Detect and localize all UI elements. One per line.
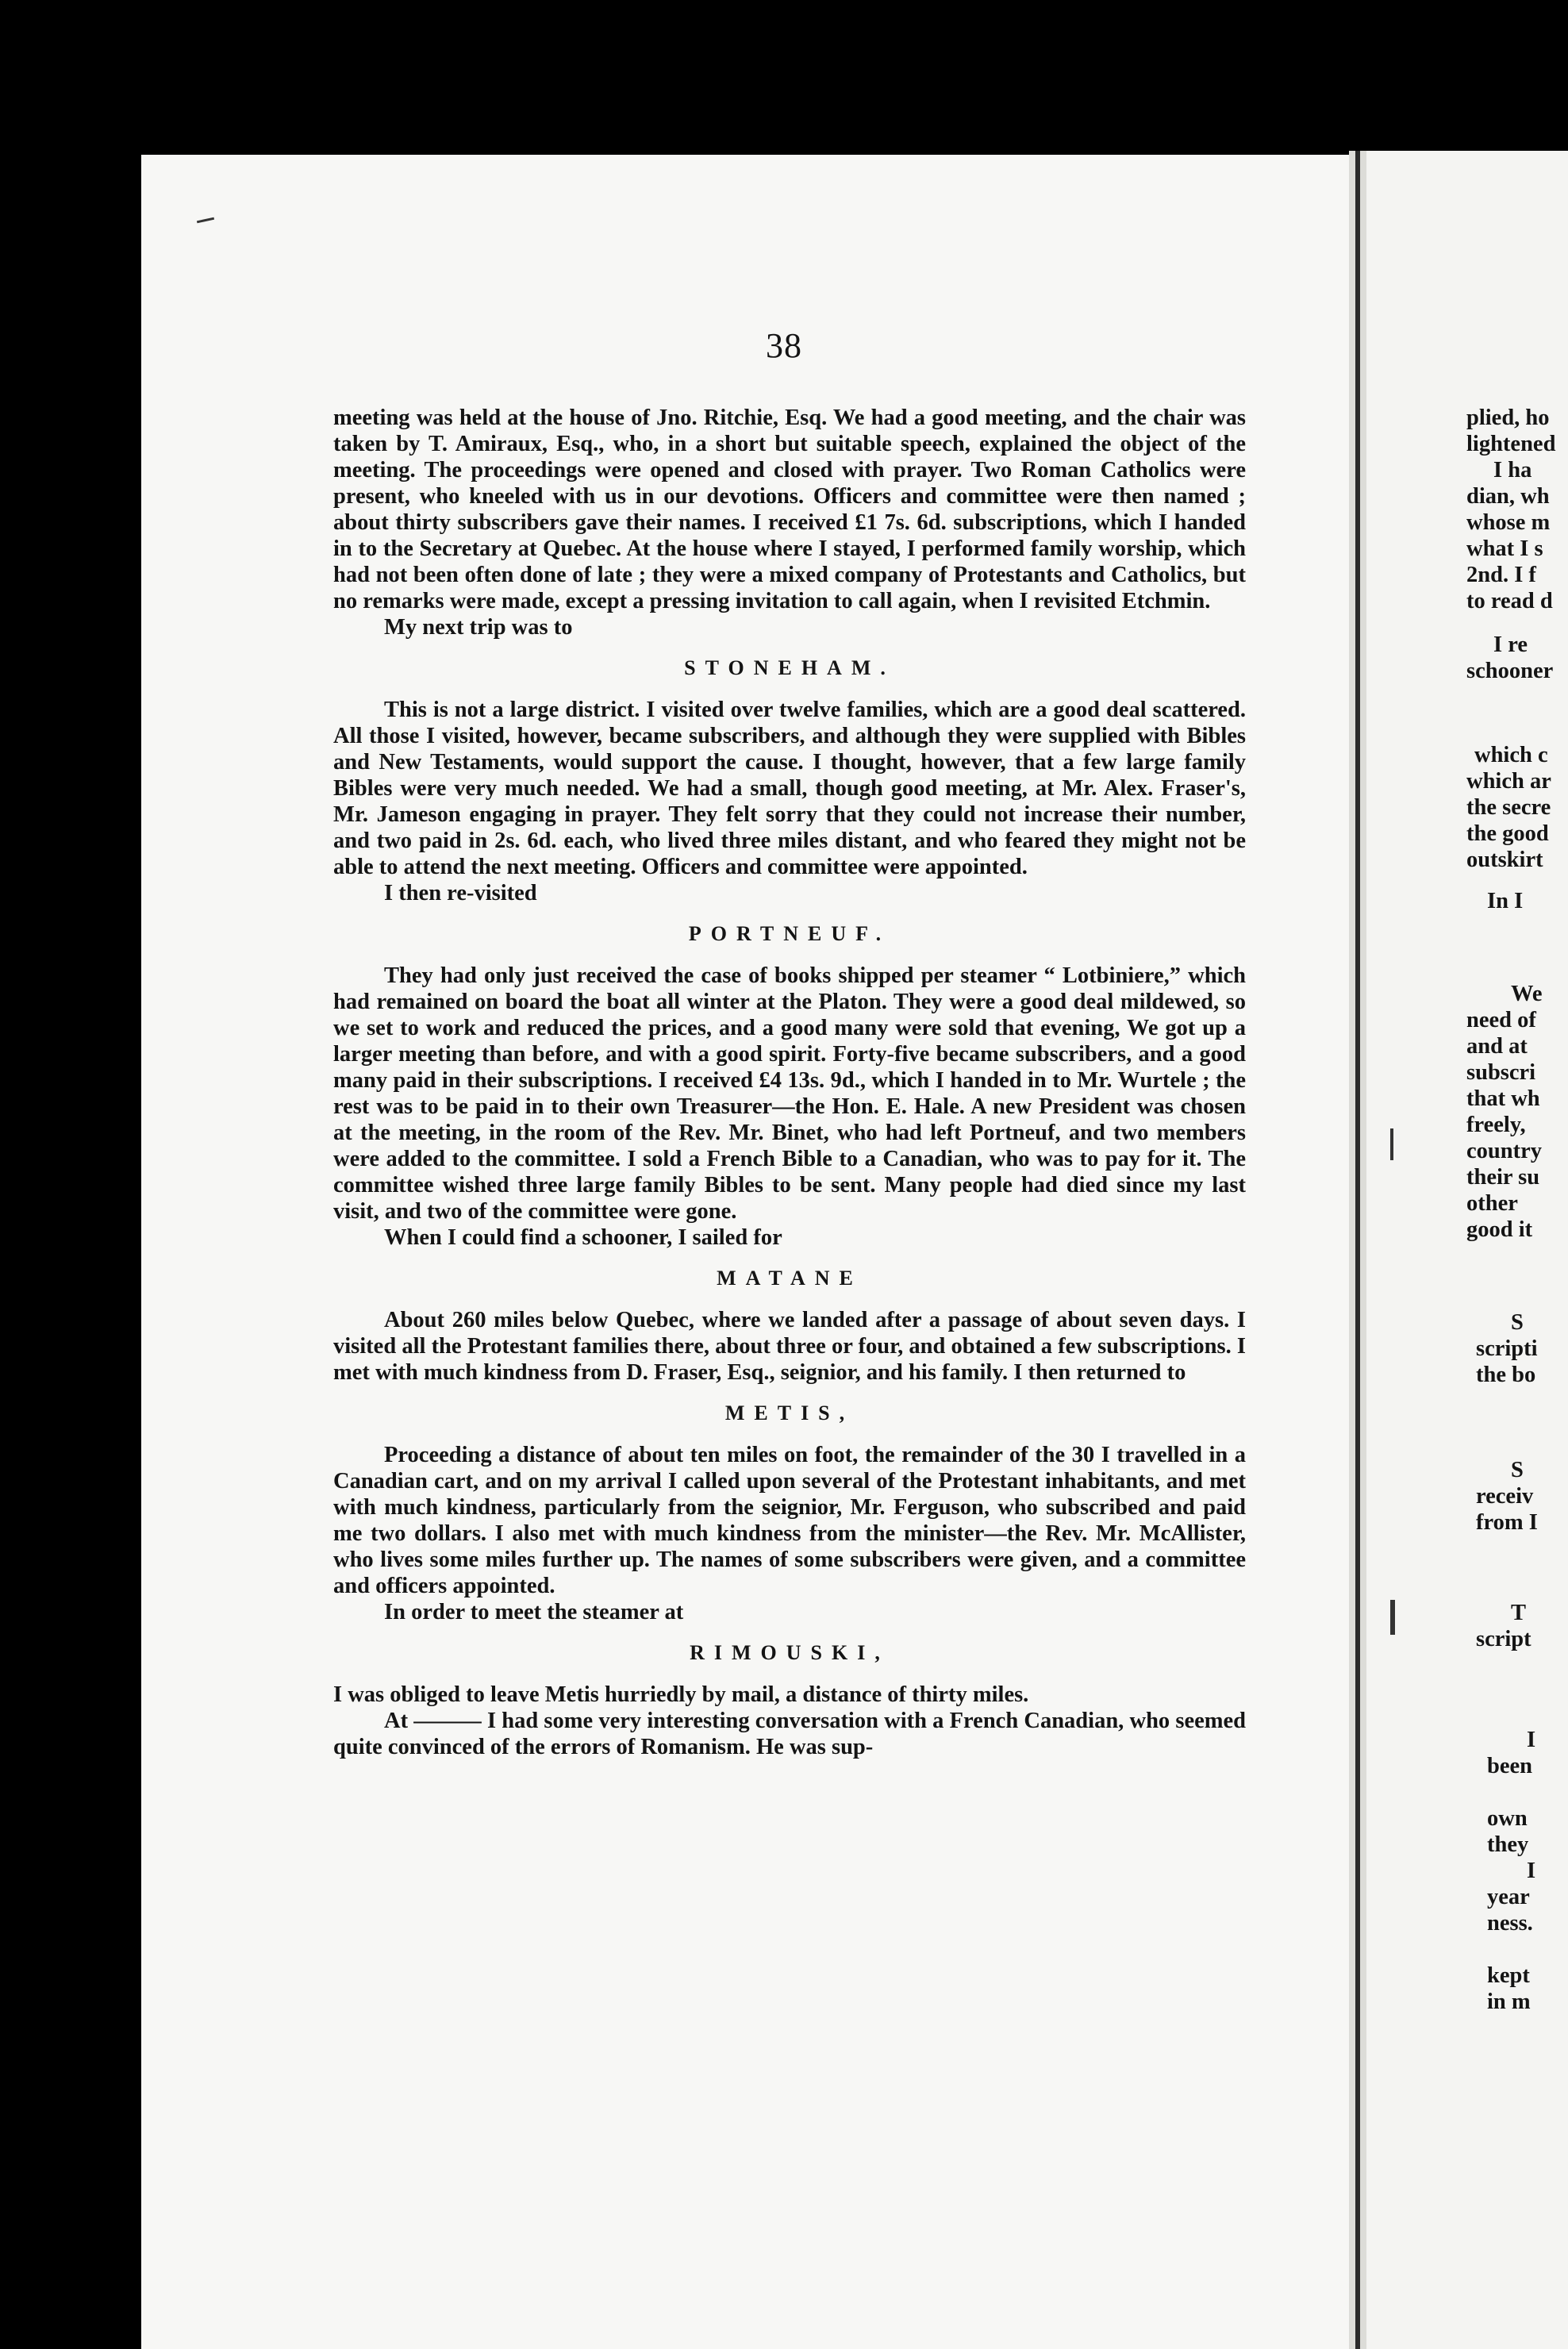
section-heading: MATANE (717, 1267, 863, 1290)
right-page-line: the secre (1466, 795, 1551, 820)
right-page-line: other (1466, 1191, 1518, 1216)
right-page-line: which c (1474, 743, 1548, 767)
paragraph: This is not a large district. I visited over twelve families, which are a good deal scattered. All those I visited, however, became subscribers, and although they were supplied with Bibles and New Testaments, would support the cause. I thought, however, that a few large family Bibles were very much needed. We had a small, though good meeting, at Mr. Alex. Fraser's, Mr. Jameson engaging in prayer. They felt sorry that they could not increase their number, and two paid in 2s. 6d. each, who lived three miles distant, and who feared they might not be able to attend the next meeting. Officers and committee were appointed. (333, 698, 1246, 879)
paragraph: At ——— I had some very interesting conversation with a French Canadian, who seemed quite convinced of the errors of Romanism. He was sup- (333, 1709, 1246, 1759)
right-page-line: S (1511, 1310, 1524, 1335)
section-heading: RIMOUSKI, (690, 1641, 890, 1664)
page-number: 38 (766, 326, 802, 365)
section-heading: METIS, (724, 1401, 855, 1424)
right-page-line: S (1511, 1458, 1524, 1482)
right-page-line: country (1466, 1139, 1542, 1163)
right-page-line: they (1487, 1832, 1529, 1857)
right-page-line: which ar (1466, 769, 1551, 794)
right-page-line: scripti (1476, 1336, 1538, 1361)
right-page-line: outskirt (1466, 848, 1543, 872)
right-page-line: good it (1466, 1217, 1533, 1242)
section-heading: PORTNEUF. (688, 922, 891, 945)
right-page-line: schooner (1466, 659, 1554, 683)
page-gutter-line (1355, 151, 1360, 2349)
right-page-line: script (1476, 1627, 1531, 1651)
right-page-line: from I (1476, 1510, 1538, 1535)
right-page-line: that wh (1466, 1086, 1540, 1111)
edge-tick (1390, 1600, 1395, 1635)
paragraph: My next trip was to (384, 615, 573, 640)
right-page-line: been (1487, 1754, 1532, 1778)
right-page-line: to read d (1466, 589, 1553, 613)
paragraph: Proceeding a distance of about ten miles on foot, the remainder of the 30 I travelled in a Canadian cart, and on my arrival I called upon several of the Protestant inhabitants, and met with much kindness, particularly from the seignior, Mr. Ferguson, who subscribed and paid me two dollars. I also met with much kindness from the minister—the Rev. Mr. McAllister, who lives some miles further up. The names of some subscribers were given, and a committee and officers appointed. (333, 1443, 1246, 1598)
right-page-line: year (1487, 1885, 1530, 1909)
right-page-line: what I s (1466, 536, 1543, 561)
paragraph: I then re-visited (384, 881, 537, 905)
right-page-line: plied, ho (1466, 406, 1550, 430)
right-page-line: T (1511, 1601, 1527, 1625)
paragraph: I was obliged to leave Metis hurriedly by mail, a distance of thirty miles. (333, 1682, 1029, 1707)
paragraph: About 260 miles below Quebec, where we landed after a passage of about seven days. I visited all the Protestant families there, about three or four, and obtained a few subscriptions. I met with much kindness from D. Fraser, Esq., seignior, and his family. I then returned to (333, 1308, 1246, 1385)
right-page-line: need of (1466, 1008, 1536, 1032)
right-page-line: the good (1466, 821, 1549, 846)
paragraph: meeting was held at the house of Jno. Ritchie, Esq. We had a good meeting, and the chair was taken by T. Amiraux, Esq., who, in a short but suitable speech, explained the object of the meeting. The proceedings were opened and closed with prayer. Two Roman Catholics were present, who kneeled with us in our devotions. Officers and committee were then named ; about thirty subscribers gave their names. I received £1 7s. 6d. subscriptions, which I handed in to the Secretary at Quebec. At the house where I stayed, I performed family worship, which had not been often done of late ; they were a mixed company of Protestants and Catholics, but no remarks were made, except a pressing invitation to call again, when I revisited Etchmin. (333, 406, 1246, 613)
right-page-line: receiv (1476, 1484, 1534, 1509)
right-page-line: the bo (1476, 1363, 1536, 1387)
right-page-line: In I (1487, 889, 1524, 913)
right-page-line: in m (1487, 1990, 1531, 2014)
edge-tick (1390, 1128, 1393, 1160)
body-text (333, 405, 1246, 1760)
right-page-line: dian, wh (1466, 484, 1550, 509)
right-page-line: kept (1487, 1963, 1530, 1988)
right-page-line: subscri (1466, 1060, 1536, 1085)
paragraph: They had only just received the case of books shipped per steamer “ Lotbiniere,” which had remained on board the boat all winter at the Platon. They were a good deal mildewed, so we set to work and reduced the prices, and a good many were sold that evening, We got up a larger meeting than before, and with a good spirit. Forty-five became subscribers, and a good many paid in their subscriptions. I received £4 13s. 9d., which I handed in to Mr. Wurtele ; the rest was to be paid in to their own Treasurer—the Hon. E. Hale. A new President was chosen at the meeting, in the room of the Rev. Mr. Binet, who had left Portneuf, and two members were added to the committee. I sold a French Bible to a Canadian, who was to pay for it. The committee wished three large family Bibles to be sent. Many people had died since my last visit, and two of the committee were gone. (333, 963, 1246, 1224)
paragraph: In order to meet the steamer at (384, 1600, 684, 1624)
section-heading: STONEHAM. (684, 656, 895, 679)
right-page-line: We (1511, 982, 1543, 1006)
right-page-line: I ha (1493, 458, 1532, 482)
right-page-line: lightened (1466, 432, 1556, 456)
right-page-line: ness. (1487, 1911, 1533, 1936)
right-page-line: I (1527, 1859, 1536, 1883)
paragraph: When I could find a schooner, I sailed for (384, 1225, 782, 1250)
right-page-line: and at (1466, 1034, 1528, 1059)
right-page-line: whose m (1466, 510, 1551, 535)
right-page-line: I re (1493, 632, 1528, 657)
right-page-line: own (1487, 1806, 1528, 1831)
right-page-line: I (1527, 1728, 1536, 1752)
right-page-line: their su (1466, 1165, 1540, 1190)
right-page-line: 2nd. I f (1466, 563, 1536, 587)
right-page-line: freely, (1466, 1113, 1526, 1137)
